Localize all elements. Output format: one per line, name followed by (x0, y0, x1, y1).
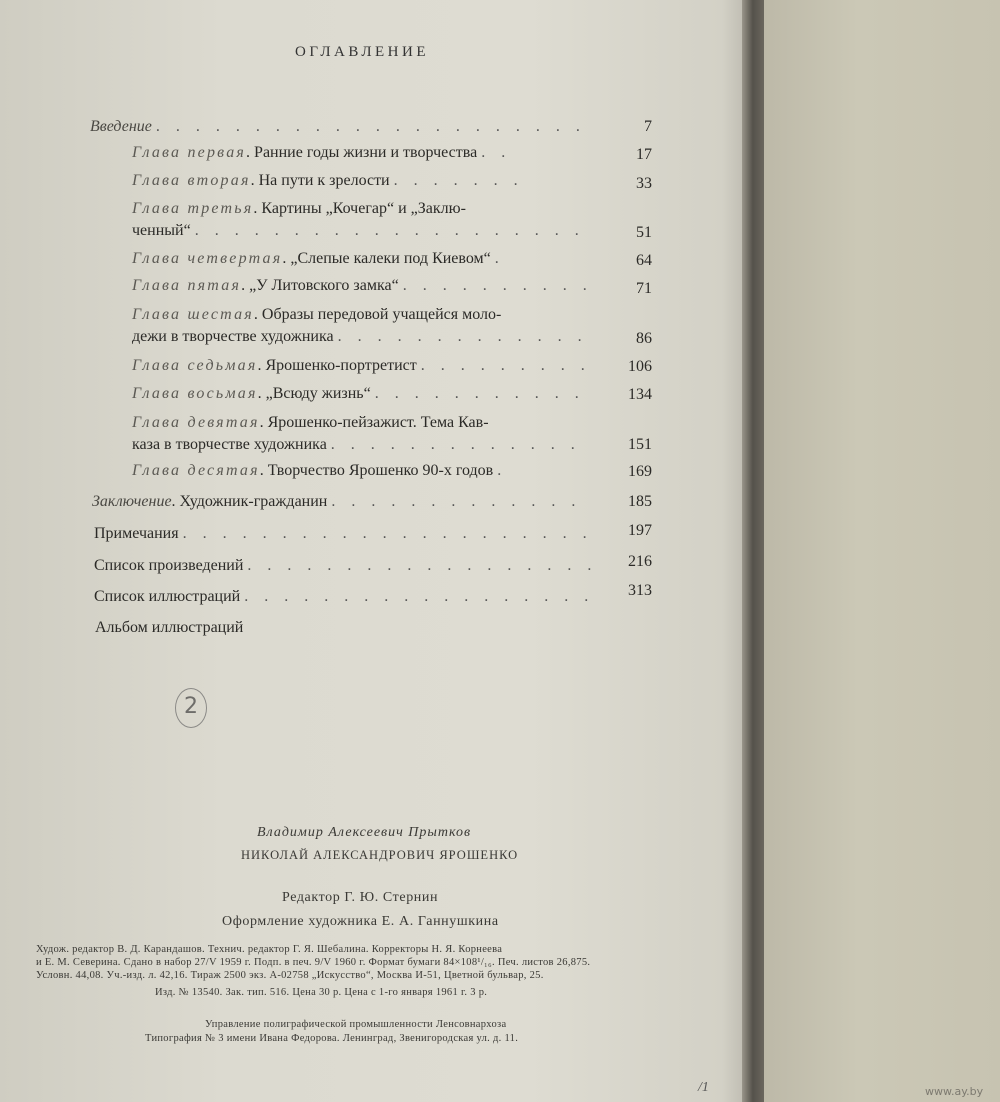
toc-leader-dots: . . . . . . . . . . . . . (337, 328, 588, 345)
toc-entry-chapter-3 (132, 200, 466, 218)
toc-entry-conclusion (92, 493, 581, 511)
toc-leader-dots: . . . . . . . . . . . . . (330, 436, 581, 453)
toc-chapter-prefix: Глава пятая (132, 277, 242, 294)
toc-chapter-prefix: Глава десятая (132, 462, 260, 479)
toc-entry-label: . „У Литовского замка“ (241, 277, 399, 294)
toc-chapter-prefix: Глава седьмая (132, 357, 258, 374)
toc-leader-dots: . (497, 462, 508, 479)
toc-chapter-prefix: Глава четвертая (132, 250, 283, 267)
toc-entry-album (95, 619, 243, 637)
toc-entry-chapter-3-cont (132, 222, 585, 240)
watermark: www.ay.by (925, 1085, 984, 1098)
toc-entry-label: . Ярошенко-портретист (257, 357, 417, 374)
toc-entry-label: . „Слепые калеки под Киевом“ (282, 250, 491, 267)
colophon-line-4: Изд. № 13540. Зак. тип. 516. Цена 30 р. Цена с 1-го января 1961 г. 3 р. (155, 987, 488, 998)
imprint-author-caps: НИКОЛАЙ АЛЕКСАНДРОВИЧ ЯРОШЕНКО (241, 848, 519, 862)
toc-chapter-prefix: Глава девятая (132, 414, 260, 431)
book-right-page (764, 0, 1000, 1102)
toc-title: ОГЛАВЛЕНИЕ (295, 44, 429, 60)
pencil-corner-mark: /1 (698, 1080, 709, 1095)
toc-entry-chapter-2 (132, 172, 524, 190)
toc-leader-dots: . . (481, 144, 512, 161)
toc-entry-label: . На пути к зрелости (250, 172, 390, 189)
imprint-author-italic: Владимир Алексеевич Прытков (257, 825, 472, 840)
toc-leader-dots: . . . . . . . . . . (402, 277, 593, 294)
toc-entry-chapter-9-cont (132, 436, 581, 454)
colophon-line-1: Худож. редактор В. Д. Карандашов. Технич. редактор Г. Я. Шебалина. Корректоры Н. Я. Корнеева (36, 944, 503, 955)
toc-page-number: 64 (636, 252, 652, 269)
toc-entry-label-cont: дежи в творчестве художника (132, 328, 334, 345)
toc-entry-chapter-10 (132, 462, 507, 480)
toc-page-number: 197 (628, 522, 652, 539)
toc-entry-label-cont: ченный“ (132, 222, 191, 239)
toc-leader-dots: . . . . . . . (393, 172, 524, 189)
toc-chapter-prefix: Глава вторая (132, 172, 251, 189)
toc-page-number: 51 (636, 224, 652, 241)
printer-line-2: Типография № 3 имени Ивана Федорова. Ленинград, Звенигородская ул. д. 11. (145, 1033, 519, 1044)
toc-page-number: 185 (628, 493, 652, 510)
toc-page-number: 86 (636, 330, 652, 347)
toc-entry-chapter-8 (132, 385, 585, 403)
toc-page-number: 151 (628, 436, 652, 453)
toc-leader-dots: . . . . . . . . . . . . . . . . . . (247, 557, 598, 574)
imprint-designer: Оформление художника Е. А. Ганнушкина (222, 914, 499, 929)
toc-entry-label: . Образы передовой учащейся моло- (253, 306, 502, 323)
toc-leader-dots: . (494, 250, 505, 267)
toc-leader-dots: . . . . . . . . . . . . . . . . . . . . . . (155, 118, 586, 135)
toc-entry-chapter-6 (132, 306, 501, 324)
colophon-line-3: Условн. 44,08. Уч.-изд. л. 42,16. Тираж 2500 экз. А-02758 „Искусство“, Москва И-51, Цветной бульвар, 25. (36, 970, 544, 981)
toc-leader-dots: . . . . . . . . . . . . . . . . . . . . (194, 222, 585, 239)
handwritten-circled-number: 2 (175, 688, 207, 728)
toc-leader-dots: . . . . . . . . . . . (374, 385, 585, 402)
toc-page-number: 106 (628, 358, 652, 375)
colophon-line-2: и Е. М. Северина. Сдано в набор 27/V 1959 г. Подп. в печ. 9/V 1960 г. Формат бумаги 84×108¹/₁₆. Печ. листов 26,875. (36, 957, 591, 968)
toc-entry-label: . Ранние годы жизни и творчества (246, 144, 478, 161)
toc-leader-dots: . . . . . . . . . (420, 357, 591, 374)
toc-entry-illustrations-list (94, 588, 594, 606)
toc-entry-label: Введение (90, 118, 152, 135)
toc-entry-chapter-1 (132, 144, 511, 162)
toc-entry-introduction (90, 118, 586, 136)
toc-entry-label: Альбом иллюстраций (95, 619, 244, 636)
toc-entry-label: . Картины „Кочегар“ и „Заклю- (253, 200, 466, 217)
toc-page-number: 33 (636, 175, 652, 192)
toc-entry-chapter-4 (132, 250, 505, 268)
toc-entry-label: . Творчество Ярошенко 90-х годов (259, 462, 494, 479)
toc-chapter-prefix: Глава восьмая (132, 385, 258, 402)
toc-page-number: 216 (628, 553, 652, 570)
imprint-editor: Редактор Г. Ю. Стернин (282, 890, 439, 905)
toc-page-number: 17 (636, 146, 652, 163)
toc-entry-label: Список иллюстраций (94, 588, 241, 605)
toc-leader-dots: . . . . . . . . . . . . . . . . . . . . . (182, 525, 593, 542)
toc-entry-chapter-6-cont (132, 328, 588, 346)
toc-entry-label: . Художник-гражданин (171, 493, 328, 510)
toc-page-number: 313 (628, 582, 652, 599)
toc-leader-dots: . . . . . . . . . . . . . . . . . . (244, 588, 595, 605)
toc-chapter-prefix: Глава шестая (132, 306, 254, 323)
toc-chapter-prefix: Глава третья (132, 200, 254, 217)
toc-entry-chapter-9 (132, 414, 489, 432)
toc-entry-works-list (94, 557, 597, 575)
toc-entry-chapter-7 (132, 357, 591, 375)
toc-entry-chapter-5 (132, 277, 593, 295)
toc-entry-notes (94, 525, 593, 543)
toc-entry-label: . Ярошенко-пейзажист. Тема Кав- (259, 414, 489, 431)
toc-chapter-prefix: Заключение (92, 493, 172, 510)
toc-entry-label-cont: каза в творчестве художника (132, 436, 327, 453)
toc-chapter-prefix: Глава первая (132, 144, 247, 161)
toc-entry-label: Примечания (94, 525, 179, 542)
toc-page-number: 169 (628, 463, 652, 480)
toc-page-number: 71 (636, 280, 652, 297)
toc-page-number: 7 (644, 118, 652, 135)
toc-leader-dots: . . . . . . . . . . . . . (331, 493, 582, 510)
toc-list (0, 0, 752, 700)
toc-entry-label: . „Всюду жизнь“ (257, 385, 371, 402)
printer-line-1: Управление полиграфической промышленности Ленсовнархоза (205, 1019, 507, 1030)
toc-entry-label: Список произведений (94, 557, 244, 574)
toc-page-number: 134 (628, 386, 652, 403)
